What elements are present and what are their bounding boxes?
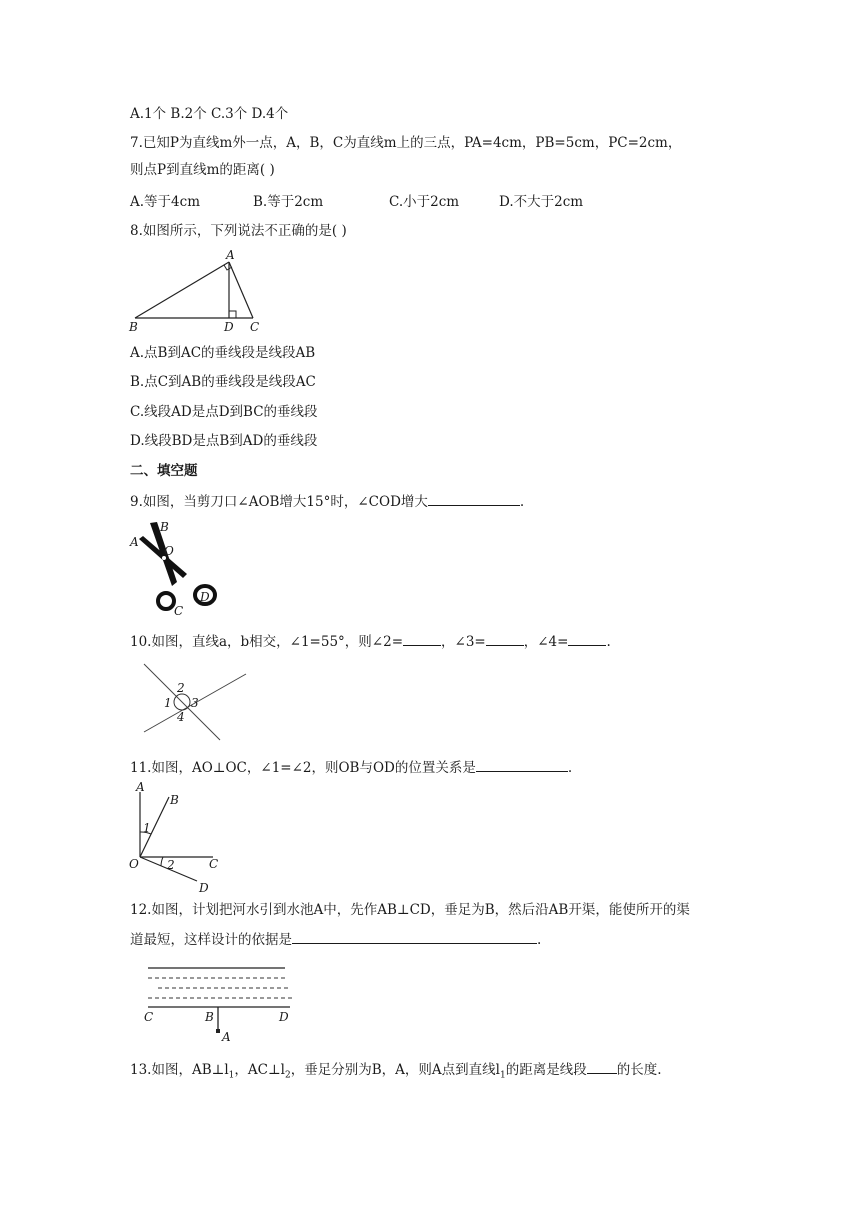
q11-answer-blank[interactable] (476, 757, 568, 772)
q12-stem-end: . (537, 932, 542, 948)
q13-text-3: ，垂足分别为B，A，则A点到直线l (290, 1062, 500, 1078)
q13-text-5: 的长度. (616, 1062, 662, 1078)
q13-text-1: 13.如图，AB⊥l (130, 1062, 229, 1078)
q13-sub-3: 1 (499, 1070, 506, 1081)
q9-label-o: O (164, 544, 174, 558)
q10-label-3: 3 (191, 696, 199, 710)
q10-label-1: 1 (164, 696, 172, 710)
q13-answer-blank[interactable] (587, 1059, 617, 1074)
q7-stem-line2: 则点P到直线m的距离( ) (130, 162, 275, 178)
q8-option-d: D.线段BD是点B到AD的垂线段 (130, 433, 318, 449)
q7-option-a: A.等于4cm (130, 194, 200, 210)
q13-sub-1: 1 (228, 1070, 235, 1081)
q11-stem-text: 11.如图，AO⊥OC，∠1=∠2，则OB与OD的位置关系是 (130, 760, 476, 776)
q10-stem-mid2: ，∠4= (523, 634, 569, 650)
q12-answer-blank[interactable] (292, 929, 537, 944)
q11-label-o: O (129, 857, 139, 871)
q8-label-d: D (224, 320, 234, 334)
q11-label-2: 2 (167, 858, 175, 872)
q11-label-d: D (199, 881, 209, 895)
q9-scissors-figure (125, 518, 225, 616)
q8-triangle-figure (125, 250, 270, 335)
q7-option-b: B.等于2cm (253, 194, 324, 210)
q13-sub-2: 2 (284, 1070, 291, 1081)
q12-stem-line2 (130, 929, 541, 950)
q13-text-2: ，AC⊥l (234, 1062, 285, 1078)
q6-options: A.1个 B.2个 C.3个 D.4个 (130, 106, 289, 122)
q8-option-a: A.点B到AC的垂线段是线段AB (130, 345, 316, 361)
q11-label-a: A (136, 780, 145, 794)
q8-label-c: C (250, 320, 260, 334)
q10-stem-mid1: ，∠3= (441, 634, 486, 650)
q7-option-c: C.小于2cm (389, 194, 460, 210)
q11-label-c: C (209, 857, 219, 871)
q11-stem (130, 757, 572, 778)
q8-stem: 8.如图所示，下列说法不正确的是( ) (130, 223, 347, 239)
q12-label-b: B (205, 1010, 214, 1024)
q10-intersecting-lines-figure (140, 660, 250, 746)
q11-angle-figure (125, 780, 225, 895)
q10-label-2: 2 (177, 681, 185, 695)
q12-label-d: D (279, 1010, 289, 1024)
q12-stem-line1: 12.如图，计划把河水引到水池A中，先作AB⊥CD，垂足为B，然后沿AB开渠，能使所开的渠 (130, 902, 690, 918)
q12-label-c: C (144, 1010, 154, 1024)
q8-label-a: A (226, 250, 235, 262)
q13-text-4: 的距离是线段 (505, 1062, 587, 1078)
q7-option-d: D.不大于2cm (499, 194, 584, 210)
q11-label-1: 1 (143, 821, 151, 835)
q10-label-4: 4 (177, 710, 185, 724)
q7-stem-line1: 7.已知P为直线m外一点，A，B，C为直线m上的三点，PA=4cm，PB=5cm，PC=2cm， (130, 135, 682, 151)
q10-stem-end: . (606, 634, 611, 650)
q10-stem (130, 631, 611, 652)
q13-stem (130, 1059, 662, 1086)
q7-options (130, 192, 583, 212)
q9-stem-text: 9.如图，当剪刀口∠AOB增大15°时，∠COD增大 (130, 494, 428, 510)
q11-label-b: B (170, 793, 179, 807)
q8-label-b: B (129, 320, 138, 334)
q10-stem-text: 10.如图，直线a，b相交，∠1=55°，则∠2= (130, 634, 404, 650)
q9-label-b: B (160, 520, 169, 534)
q9-label-d: D (200, 590, 210, 604)
q9-stem (130, 491, 524, 512)
section-title-fill-in: 二、填空题 (130, 463, 198, 479)
q8-option-c: C.线段AD是点D到BC的垂线段 (130, 404, 318, 420)
q12-stem-text: 道最短，这样设计的依据是 (130, 932, 292, 948)
q10-answer-blank-3[interactable] (486, 631, 524, 646)
q12-river-figure (140, 963, 305, 1045)
q9-stem-end: . (519, 494, 525, 510)
q10-answer-blank-2[interactable] (403, 631, 441, 646)
q11-stem-end: . (567, 760, 573, 776)
q9-label-c: C (174, 604, 184, 616)
q8-option-b: B.点C到AB的垂线段是线段AC (130, 374, 316, 390)
q10-answer-blank-4[interactable] (568, 631, 606, 646)
q9-label-a: A (130, 535, 139, 549)
q12-label-a: A (222, 1030, 231, 1044)
q9-answer-blank[interactable] (428, 491, 520, 506)
